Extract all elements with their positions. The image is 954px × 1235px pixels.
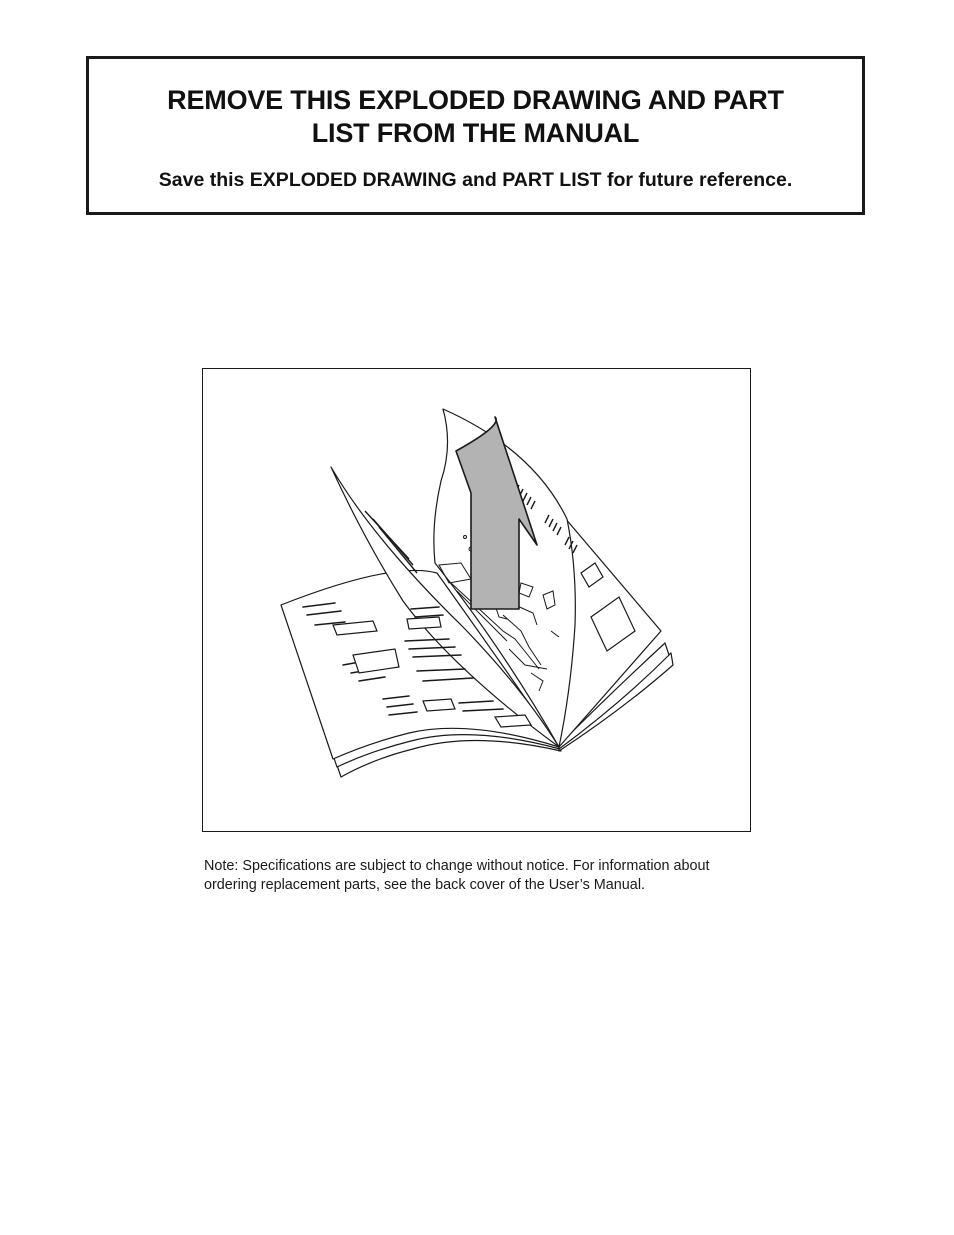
note-line-1: Note: Specifications are subject to change without notice. For information about xyxy=(204,858,710,874)
figure-frame xyxy=(202,368,751,832)
notice-title-line-1: REMOVE THIS EXPLODED DRAWING AND PART xyxy=(167,85,784,115)
manual-illustration-icon xyxy=(203,369,749,830)
note-text xyxy=(204,857,764,895)
notice-subtitle: Save this EXPLODED DRAWING and PART LIST for future reference. xyxy=(158,169,793,191)
notice-title-line-2: LIST FROM THE MANUAL xyxy=(311,118,640,148)
note-line-2: ordering replacement parts, see the back cover of the User’s Manual. xyxy=(204,877,646,893)
notice-title xyxy=(89,84,862,150)
notice-box xyxy=(86,56,865,215)
